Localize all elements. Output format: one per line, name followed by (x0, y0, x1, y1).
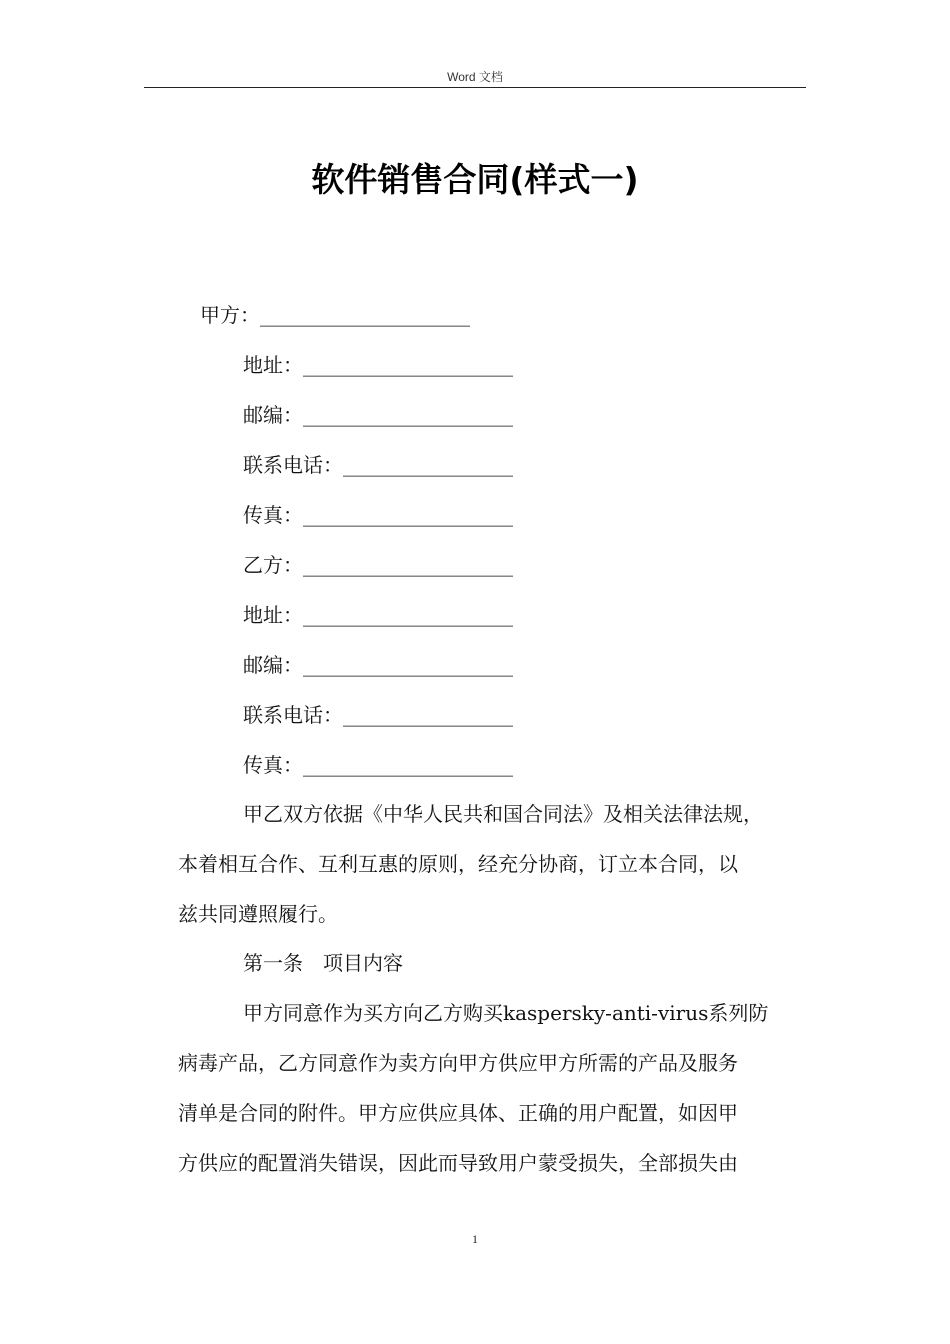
party-a-postcode-field: 邮编：_____________________ (243, 403, 513, 427)
article-1-heading: 第一条 项目内容 (243, 951, 403, 975)
article-1-line-2: 病毒产品，乙方同意作为卖方向甲方供应甲方所需的产品及服务 (178, 1051, 738, 1075)
party-b-fax-field: 传真：_____________________ (243, 753, 513, 777)
page-header-label: Word 文档 (447, 70, 503, 84)
party-a-address-field: 地址：_____________________ (243, 353, 513, 377)
preamble-line-2: 本着相互合作、互利互惠的原则，经充分协商，订立本合同，以 (178, 852, 738, 876)
header-rule (144, 87, 806, 88)
party-b-postcode-field: 邮编：_____________________ (243, 653, 513, 677)
preamble-line-3: 兹共同遵照履行。 (178, 902, 338, 926)
party-b-address-field: 地址：_____________________ (243, 603, 513, 627)
page-number: 1 (472, 1232, 478, 1246)
party-a-fax-field: 传真：_____________________ (243, 503, 513, 527)
party-a-name-field: 甲方：_____________________ (200, 303, 470, 327)
party-b-phone-field: 联系电话：_________________ (243, 703, 513, 727)
document-title: 软件销售合同(样式一) (311, 160, 639, 199)
party-a-phone-field: 联系电话：_________________ (243, 453, 513, 477)
party-b-name-field: 乙方：_____________________ (243, 553, 513, 577)
preamble-line-1: 甲乙双方依据《中华人民共和国合同法》及相关法律法规， (243, 802, 763, 826)
article-1-line-4: 方供应的配置消失错误，因此而导致用户蒙受损失，全部损失由 (178, 1151, 738, 1175)
article-1-line-3: 清单是合同的附件。甲方应供应具体、正确的用户配置，如因甲 (178, 1101, 738, 1125)
article-1-line-1: 甲方同意作为买方向乙方购买kaspersky-anti-virus系列防 (243, 1001, 769, 1025)
